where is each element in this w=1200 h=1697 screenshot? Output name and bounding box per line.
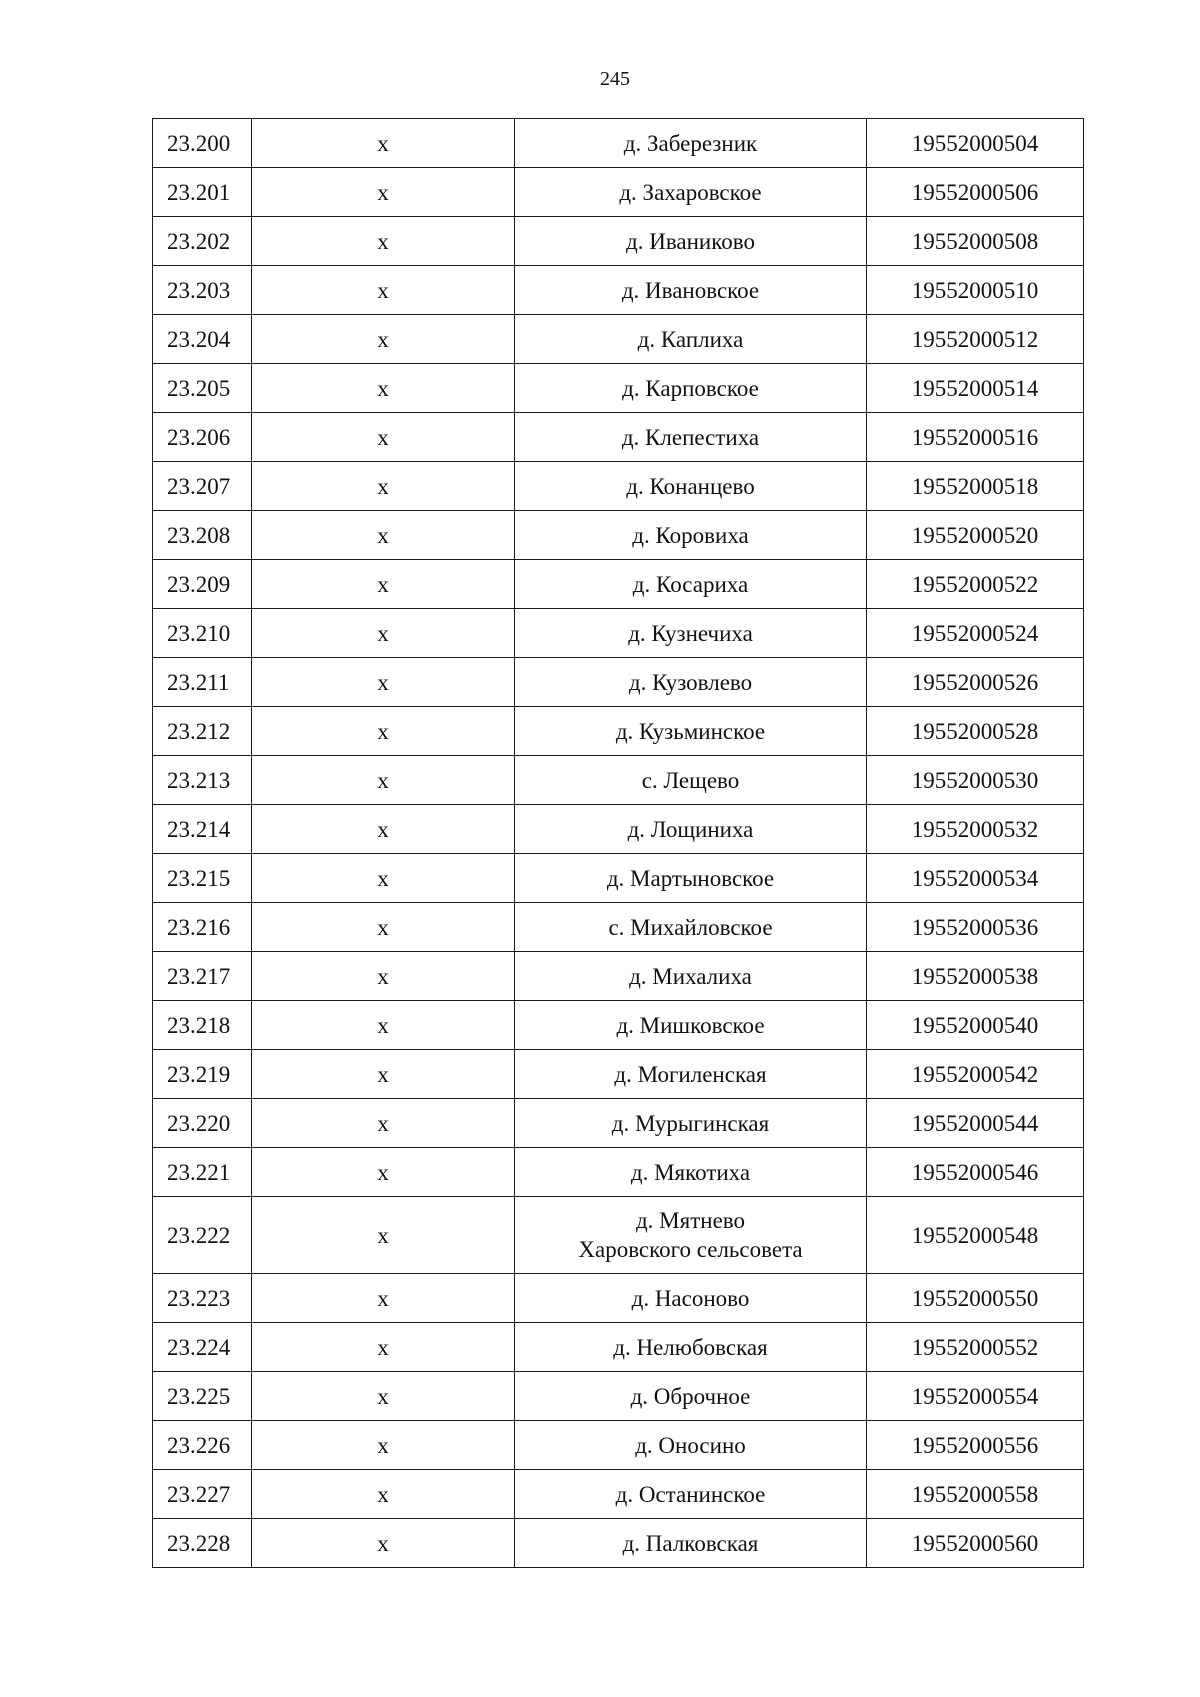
row-number-cell: 23.204 (153, 315, 252, 364)
table-row (153, 903, 1084, 952)
settlement-name-cell: д. Иваниково (515, 217, 867, 266)
mark-cell: х (252, 1099, 515, 1148)
code-cell: 19552000532 (867, 805, 1084, 854)
code-cell: 19552000520 (867, 511, 1084, 560)
mark-cell: х (252, 1372, 515, 1421)
row-number-cell: 23.225 (153, 1372, 252, 1421)
table-row (153, 1148, 1084, 1197)
settlement-name-cell: д. Мишковское (515, 1001, 867, 1050)
table-row (153, 952, 1084, 1001)
code-cell: 19552000510 (867, 266, 1084, 315)
mark-cell: х (252, 1274, 515, 1323)
code-cell: 19552000518 (867, 462, 1084, 511)
code-cell: 19552000540 (867, 1001, 1084, 1050)
row-number-cell: 23.201 (153, 168, 252, 217)
table-row (153, 756, 1084, 805)
mark-cell: х (252, 1421, 515, 1470)
code-cell: 19552000512 (867, 315, 1084, 364)
table-row (153, 1470, 1084, 1519)
code-cell: 19552000506 (867, 168, 1084, 217)
code-cell: 19552000508 (867, 217, 1084, 266)
row-number-cell: 23.207 (153, 462, 252, 511)
code-cell: 19552000544 (867, 1099, 1084, 1148)
code-cell: 19552000514 (867, 364, 1084, 413)
row-number-cell: 23.213 (153, 756, 252, 805)
mark-cell: х (252, 658, 515, 707)
row-number-cell: 23.227 (153, 1470, 252, 1519)
table-row (153, 1099, 1084, 1148)
mark-cell: х (252, 952, 515, 1001)
code-cell: 19552000524 (867, 609, 1084, 658)
settlement-name-cell: д. Останинское (515, 1470, 867, 1519)
row-number-cell: 23.211 (153, 658, 252, 707)
mark-cell: х (252, 609, 515, 658)
table-row (153, 217, 1084, 266)
table-row (153, 1421, 1084, 1470)
table-row (153, 1050, 1084, 1099)
table-row (153, 609, 1084, 658)
code-cell: 19552000560 (867, 1519, 1084, 1568)
settlement-name-cell: д. Клепестиха (515, 413, 867, 462)
row-number-cell: 23.224 (153, 1323, 252, 1372)
settlement-name-line-1: д. Мятнево (635, 1208, 745, 1233)
table-row (153, 854, 1084, 903)
table-row (153, 1001, 1084, 1050)
mark-cell: х (252, 511, 515, 560)
mark-cell: х (252, 1001, 515, 1050)
mark-cell: х (252, 119, 515, 168)
row-number-cell: 23.219 (153, 1050, 252, 1099)
table-row (153, 1197, 1084, 1274)
row-number-cell: 23.228 (153, 1519, 252, 1568)
row-number-cell: 23.210 (153, 609, 252, 658)
settlement-name-cell: с. Михайловское (515, 903, 867, 952)
mark-cell: х (252, 266, 515, 315)
code-cell: 19552000558 (867, 1470, 1084, 1519)
settlement-name-cell: д. Оброчное (515, 1372, 867, 1421)
table-row (153, 1519, 1084, 1568)
code-cell: 19552000554 (867, 1372, 1084, 1421)
settlement-name-cell: д. Палковская (515, 1519, 867, 1568)
mark-cell: х (252, 1470, 515, 1519)
table-row (153, 1372, 1084, 1421)
mark-cell: х (252, 1197, 515, 1274)
code-cell: 19552000530 (867, 756, 1084, 805)
code-cell: 19552000548 (867, 1197, 1084, 1274)
code-cell: 19552000538 (867, 952, 1084, 1001)
row-number-cell: 23.205 (153, 364, 252, 413)
settlement-name-cell: д. Мякотиха (515, 1148, 867, 1197)
code-cell: 19552000556 (867, 1421, 1084, 1470)
settlement-name-cell: д. Захаровское (515, 168, 867, 217)
settlement-name-cell: д. Кузьминское (515, 707, 867, 756)
code-cell: 19552000522 (867, 560, 1084, 609)
settlement-name-cell: д. Мартыновское (515, 854, 867, 903)
settlement-name-cell: д. Косариха (515, 560, 867, 609)
settlement-name-cell: д. Михалиха (515, 952, 867, 1001)
row-number-cell: 23.216 (153, 903, 252, 952)
settlement-name-cell: д. Конанцево (515, 462, 867, 511)
code-cell: 19552000504 (867, 119, 1084, 168)
table-row (153, 707, 1084, 756)
row-number-cell: 23.217 (153, 952, 252, 1001)
table-row (153, 658, 1084, 707)
code-cell: 19552000552 (867, 1323, 1084, 1372)
code-cell: 19552000542 (867, 1050, 1084, 1099)
settlement-name-cell: д. Оносино (515, 1421, 867, 1470)
row-number-cell: 23.215 (153, 854, 252, 903)
settlement-name-cell: д. Каплиха (515, 315, 867, 364)
table-row (153, 462, 1084, 511)
settlement-name-cell: д. Лощиниха (515, 805, 867, 854)
settlement-name-cell: д. Карповское (515, 364, 867, 413)
settlements-table (152, 118, 1084, 1568)
row-number-cell: 23.206 (153, 413, 252, 462)
mark-cell: х (252, 1050, 515, 1099)
row-number-cell: 23.208 (153, 511, 252, 560)
settlement-name-cell: д. Нелюбовская (515, 1323, 867, 1372)
mark-cell: х (252, 217, 515, 266)
table-row (153, 119, 1084, 168)
mark-cell: х (252, 1148, 515, 1197)
table-row (153, 805, 1084, 854)
row-number-cell: 23.202 (153, 217, 252, 266)
settlement-name-line-2: Харовского сельсовета (578, 1237, 803, 1262)
code-cell: 19552000550 (867, 1274, 1084, 1323)
code-cell: 19552000516 (867, 413, 1084, 462)
code-cell: 19552000536 (867, 903, 1084, 952)
table-row (153, 1323, 1084, 1372)
row-number-cell: 23.218 (153, 1001, 252, 1050)
row-number-cell: 23.221 (153, 1148, 252, 1197)
mark-cell: х (252, 805, 515, 854)
settlement-name-cell: д. Заберезник (515, 119, 867, 168)
row-number-cell: 23.214 (153, 805, 252, 854)
settlement-name-cell: д. Кузнечиха (515, 609, 867, 658)
table-row (153, 315, 1084, 364)
code-cell: 19552000528 (867, 707, 1084, 756)
mark-cell: х (252, 903, 515, 952)
settlement-name-cell (515, 1197, 867, 1274)
code-cell: 19552000546 (867, 1148, 1084, 1197)
page-number: 245 (600, 68, 630, 90)
mark-cell: х (252, 413, 515, 462)
table-row (153, 511, 1084, 560)
mark-cell: х (252, 707, 515, 756)
row-number-cell: 23.203 (153, 266, 252, 315)
row-number-cell: 23.220 (153, 1099, 252, 1148)
mark-cell: х (252, 168, 515, 217)
table-row (153, 168, 1084, 217)
mark-cell: х (252, 315, 515, 364)
row-number-cell: 23.200 (153, 119, 252, 168)
code-cell: 19552000526 (867, 658, 1084, 707)
settlement-name-cell: д. Ивановское (515, 266, 867, 315)
row-number-cell: 23.226 (153, 1421, 252, 1470)
mark-cell: х (252, 854, 515, 903)
row-number-cell: 23.223 (153, 1274, 252, 1323)
table-body (153, 119, 1084, 1568)
settlement-name-cell: д. Коровиха (515, 511, 867, 560)
settlement-name-cell: д. Кузовлево (515, 658, 867, 707)
mark-cell: х (252, 364, 515, 413)
row-number-cell: 23.222 (153, 1197, 252, 1274)
table-row (153, 266, 1084, 315)
settlement-name-cell: д. Могиленская (515, 1050, 867, 1099)
table-row (153, 1274, 1084, 1323)
table-row (153, 560, 1084, 609)
mark-cell: х (252, 1519, 515, 1568)
settlement-name-cell: д. Мурыгинская (515, 1099, 867, 1148)
mark-cell: х (252, 1323, 515, 1372)
code-cell: 19552000534 (867, 854, 1084, 903)
row-number-cell: 23.209 (153, 560, 252, 609)
table-row (153, 413, 1084, 462)
settlement-name-cell: с. Лещево (515, 756, 867, 805)
row-number-cell: 23.212 (153, 707, 252, 756)
mark-cell: х (252, 756, 515, 805)
mark-cell: х (252, 462, 515, 511)
settlement-name-cell: д. Насоново (515, 1274, 867, 1323)
table-row (153, 364, 1084, 413)
mark-cell: х (252, 560, 515, 609)
